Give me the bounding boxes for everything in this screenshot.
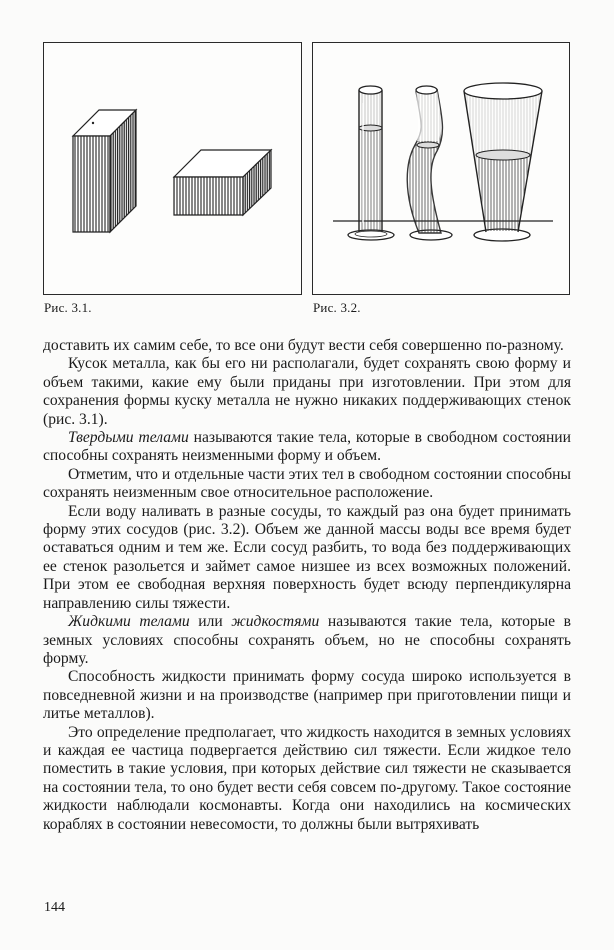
text-run: Отметим, что и отдельные части этих тел в свободном состоянии способны сохранять неизменным свое относительное расположение. [43,465,571,502]
paragraph [43,466,571,503]
italic-term: Жидкими телами [68,613,190,631]
figure-3-1-caption: Рис. 3.1. [44,300,92,315]
text-run: Если воду наливать в разные сосуды, то каждый раз она будет принимать форму этих сосудов (рис. 3.2). Объем же данной массы воды все время будет оставаться одним и тем же. Если сосуд разбить, то вода без поддерживающих ее стенок разольется и займет самое низшее из всех возможных положений. При этом ее свободная верхняя поверхность будет всюду перпендикулярна направлению силы тяжести. [43,502,571,612]
paragraph [43,429,571,466]
figure-3-2-caption: Рис. 3.2. [313,300,361,315]
paragraph [43,503,571,613]
curved-tube-vessel [407,86,452,240]
paragraph [43,668,571,723]
text-run: доставить их самим себе, то все они будут вести себя совершенно по-разному. [43,337,564,354]
vessels-illustration [313,43,571,296]
paragraph [43,724,571,834]
flat-metal-block [174,150,271,215]
tall-metal-block [73,110,136,232]
text-run: Способность жидкости принимать форму сосуда широко используется в повседневной жизни и на производстве (например при приготовлении пищи и литье металлов). [43,668,571,723]
paragraph [43,613,571,668]
conical-glass-vessel [464,83,542,241]
italic-term: жидкостями [231,613,320,631]
paragraph [43,337,571,355]
text-run: называются такие тела, которые в земных условиях способны сохранять объем, но не способны сохранять форму. [43,613,571,667]
paragraph [43,355,571,429]
metal-blocks-illustration [44,43,303,296]
text-run: называются такие тела, которые в свободном состоянии способны сохранять неизменными форму и объем. [43,429,571,465]
text-run: Кусок металла, как бы его ни располагали, будет сохранять свою форму и объем такими, какие ему были приданы при изготовлении. При этом для сохранения формы куску металла не нужно никаких поддерживающих стенок (рис. 3.1). [43,355,571,428]
text-run: Это определение предполагает, что жидкость находится в земных условиях и каждая ее частица подвергается действию сил тяжести. Если жидкое тело поместить в такие условия, при которых действие сил тяжести не сказывается на состоянии тела, то оно будет вести себя совсем по-другому. Такое состояние жидкости наблюдали космонавты. Когда они находились на космических кораблях в состоянии невесомости, то должны были вытряхивать [43,723,571,833]
page-number: 144 [44,900,65,915]
body-text [43,337,571,834]
text-run: или [189,613,232,631]
figure-3-1 [43,42,302,295]
italic-term: Твердыми телами [68,429,189,447]
figure-3-2 [312,42,570,295]
cylinder-vessel [348,86,394,240]
